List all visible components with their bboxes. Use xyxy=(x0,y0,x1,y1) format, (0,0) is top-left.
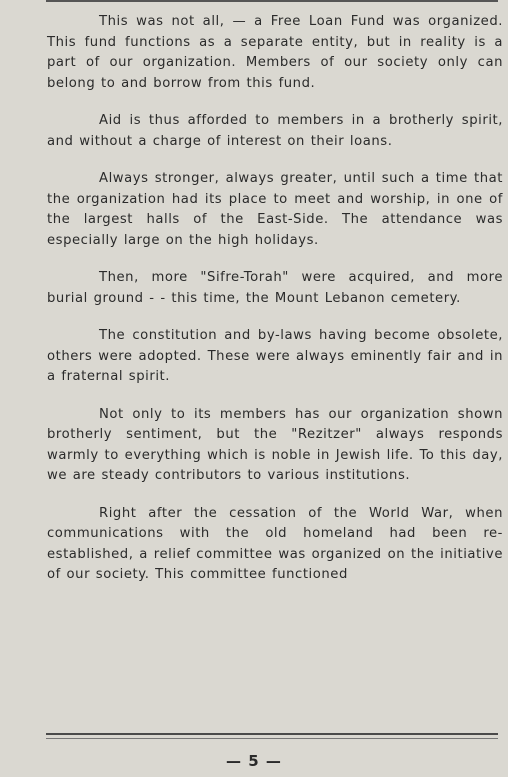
bottom-rule xyxy=(46,733,498,735)
paragraph-free-loan-fund: This was not all, — a Free Loan Fund was organized. This fund functions as a separate entity, but in reality is a part of our organization. Members of our society only can belong to and borrow from this fund. xyxy=(47,14,503,91)
paragraph-sifre-torah: Then, more "Sifre-Torah" were acquired, and more burial ground - - this time, the Mount Lebanon cemetery. xyxy=(47,270,503,306)
paragraph-always-stronger: Always stronger, always greater, until such a time that the organization had its place to meet and worship, in one of the largest halls of the East-Side. The attendance was especially large on the high holidays. xyxy=(47,171,503,248)
paragraph-brotherly-sentiment: Not only to its members has our organization shown brotherly sentiment, but the "Rezitzer" always responds warmly to everything which is noble in Jewish life. To this day, we are steady contributors to various institutions. xyxy=(47,406,503,483)
paragraph-relief-committee: Right after the cessation of the World War, when communications with the old homeland had been re-established, a relief committee was organized on the initiative of our society. This committee functioned xyxy=(47,505,503,582)
body-text xyxy=(47,12,503,603)
top-rule xyxy=(46,0,498,2)
page-number: — 5 — xyxy=(226,752,282,770)
bottom-rule-thin xyxy=(46,738,498,739)
paragraph-constitution: The constitution and by-laws having become obsolete, others were adopted. These were always eminently fair and in a fraternal spirit. xyxy=(47,328,503,384)
paragraph-aid: Aid is thus afforded to members in a brotherly spirit, and without a charge of interest on their loans. xyxy=(47,113,503,149)
